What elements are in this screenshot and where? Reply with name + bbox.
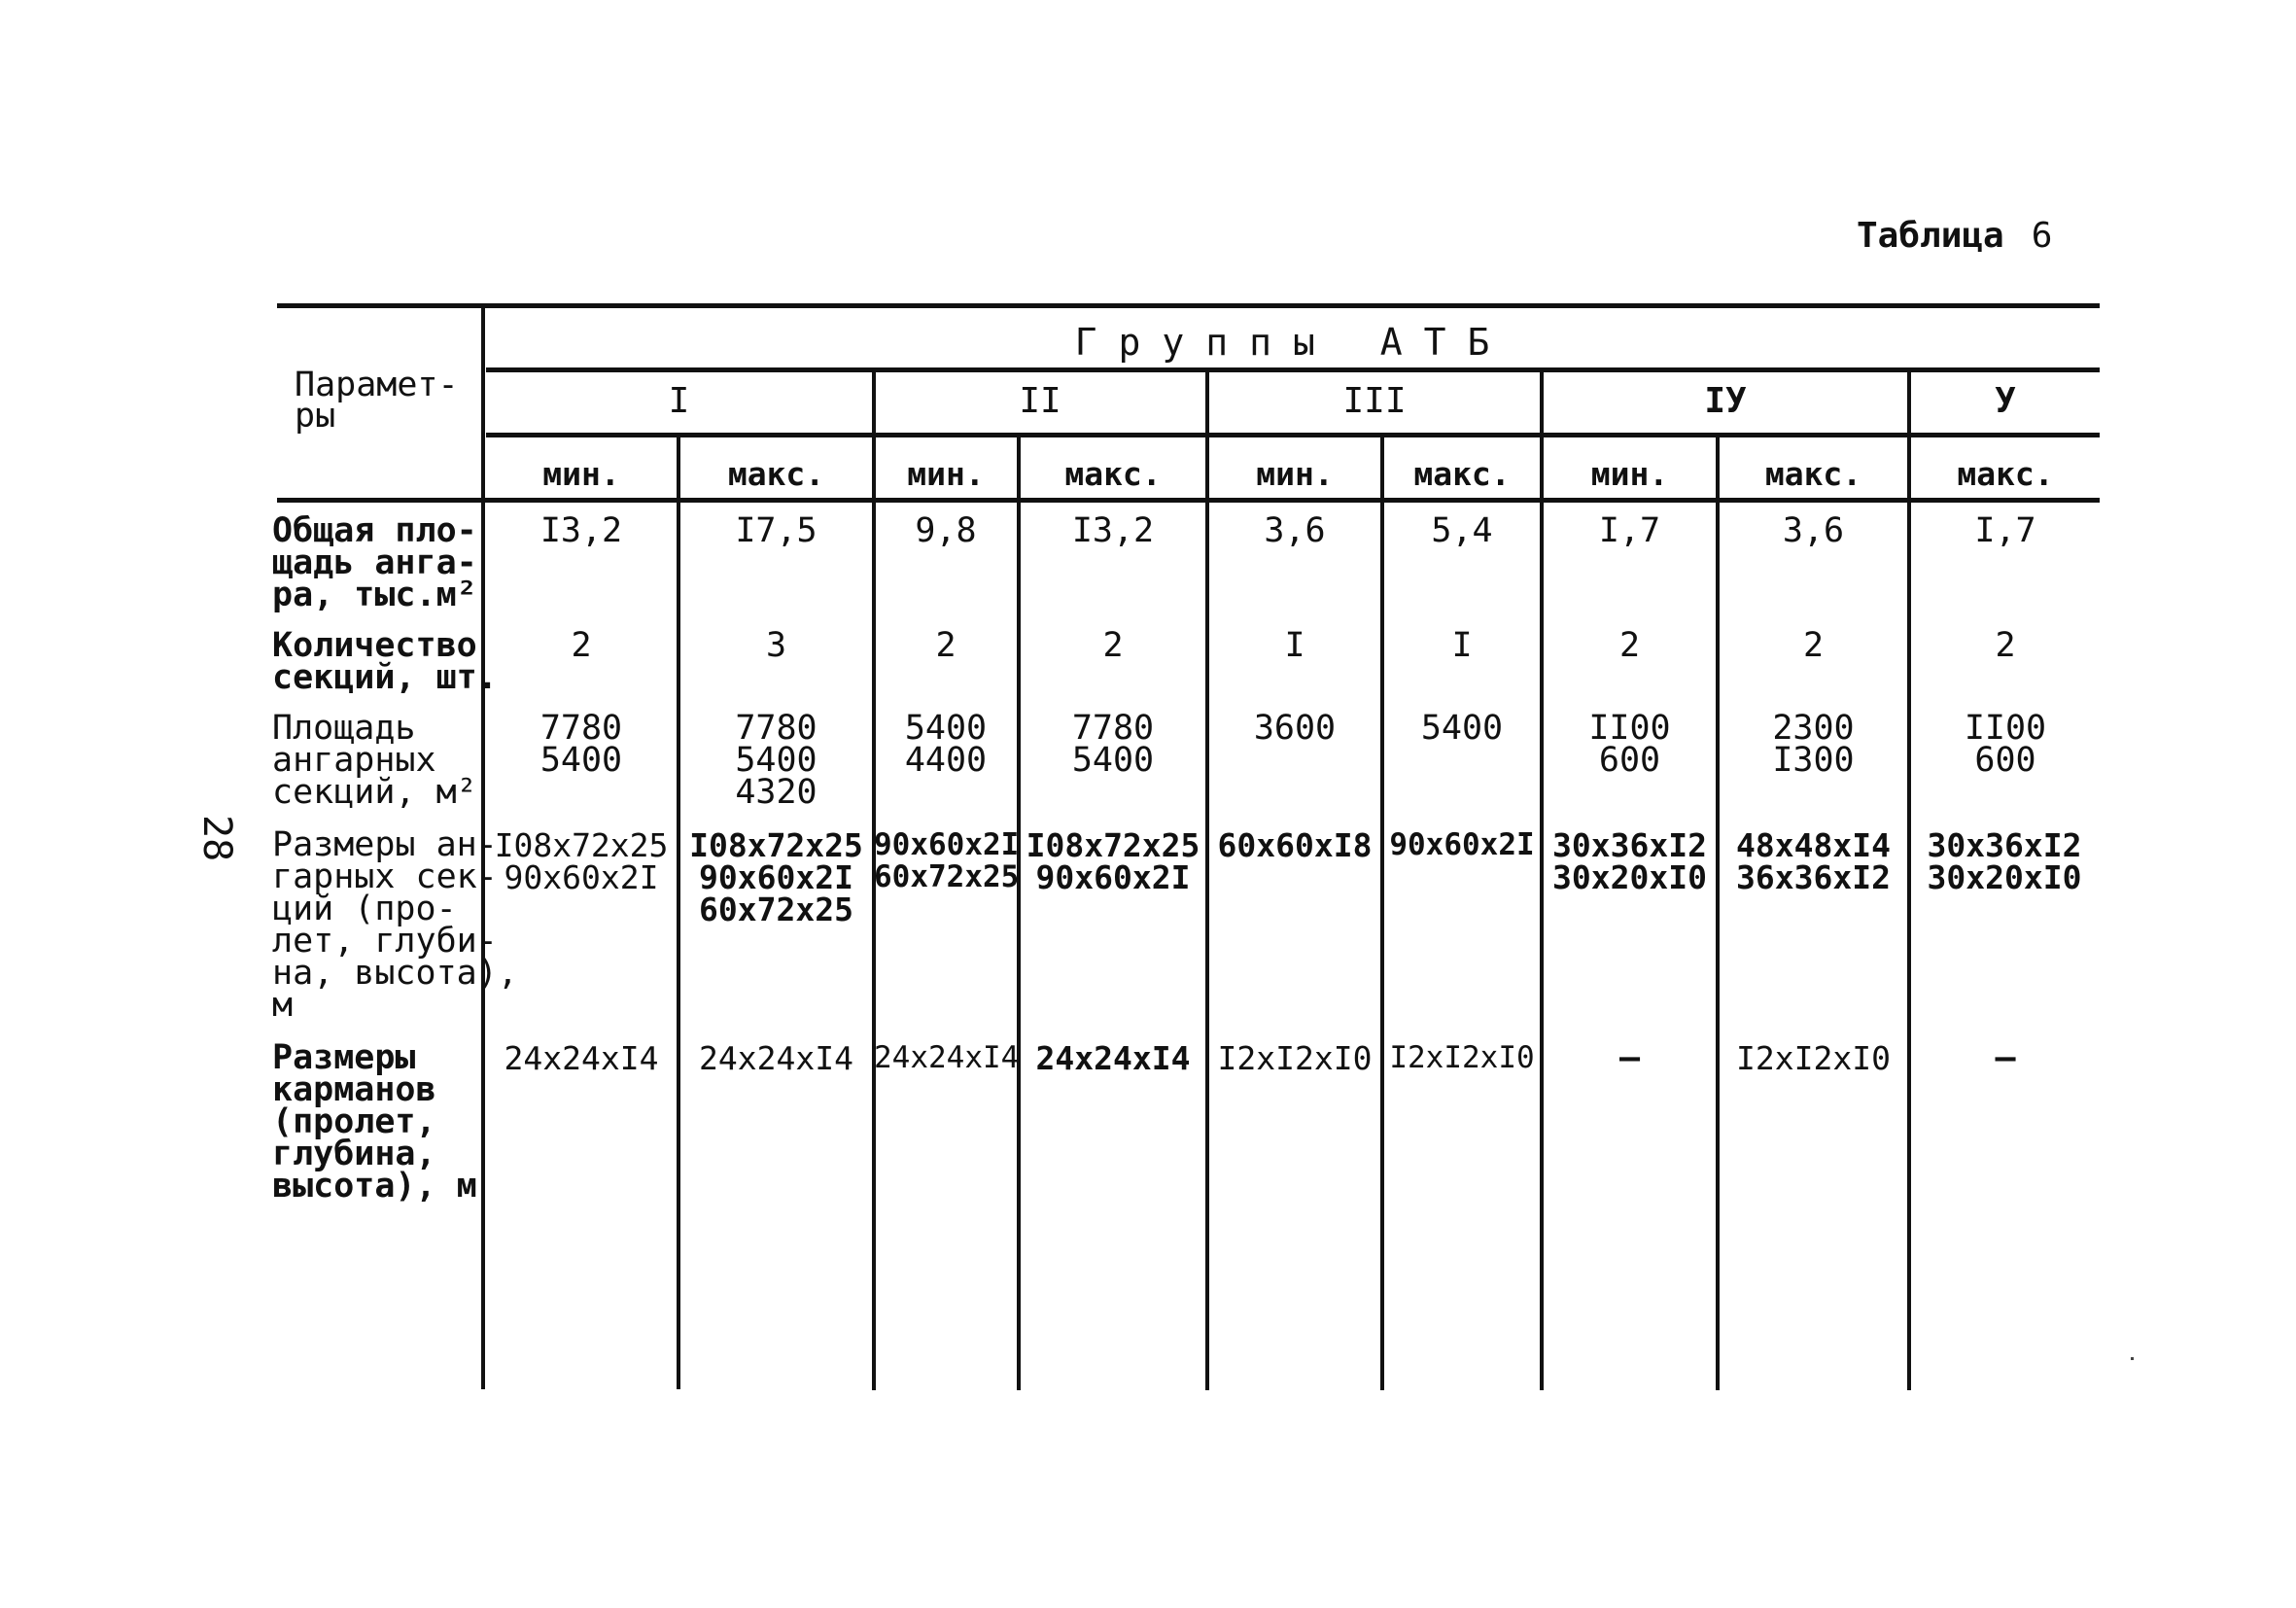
table-cell: 2 xyxy=(1995,626,2016,665)
table-cell: I,7 xyxy=(1974,511,2036,550)
table-cell: I2xI2xI0 xyxy=(1389,1040,1535,1075)
params-header: Парамет- ры xyxy=(295,366,459,436)
group-names-rule xyxy=(486,433,2100,437)
table-cell: 24x24xI4 xyxy=(504,1039,659,1077)
minmax-header: мин. xyxy=(1590,455,1669,493)
table-cell: 5400 xyxy=(1420,709,1504,748)
table-cell: 3,6 xyxy=(1782,511,1845,550)
minmax-header: макс. xyxy=(1764,455,1862,493)
table-cell: I08x72x25 90x60x2I 60x72x25 xyxy=(689,826,863,928)
table-cell: 2300 I300 xyxy=(1772,709,1855,780)
scan-speck xyxy=(2131,1357,2134,1360)
table-cell: 9,8 xyxy=(915,511,977,550)
table-cell: 60x60xI8 xyxy=(1217,826,1373,864)
table-cell: 3600 xyxy=(1253,709,1337,748)
table-cell: 24x24xI4 xyxy=(1035,1039,1191,1077)
header-bottom-rule xyxy=(277,498,2100,503)
table-cell: 24x24xI4 xyxy=(699,1039,853,1077)
table-cell: I7,5 xyxy=(735,511,818,550)
table-cell: 90x60x2I 60x72x25 xyxy=(874,827,1020,894)
table-cell: I2xI2xI0 xyxy=(1217,1039,1373,1077)
table-cell: 5,4 xyxy=(1431,511,1493,550)
minmax-header: макс. xyxy=(1064,455,1162,493)
table-cell: 2 xyxy=(1802,626,1825,665)
minmax-header: макс. xyxy=(1413,455,1511,493)
param-pocket-sizes: Размеры карманов (пролет, глубина, высота), м xyxy=(272,1038,477,1206)
table-cell: I08x72x25 90x60x2I xyxy=(494,826,669,896)
table-cell: 2 xyxy=(935,626,957,665)
param-section-sizes: Размеры ан- гарных сек- ций (про- лет, глуби- на, высота), м xyxy=(272,825,518,1025)
group-title-rule xyxy=(486,367,2100,372)
minmax-header: мин. xyxy=(1256,455,1334,493)
table-cell: I xyxy=(1451,626,1473,665)
table-cell: 2 xyxy=(1618,626,1641,665)
table-caption-label: Таблица xyxy=(1857,216,2004,256)
table-cell: 48x48xI4 36x36xI2 xyxy=(1736,826,1891,896)
column-divider xyxy=(1380,437,1384,1390)
table-cell: I3,2 xyxy=(539,511,623,550)
group-title: Группы АТБ xyxy=(1074,321,1512,364)
table-cell: 7780 5400 xyxy=(539,709,623,780)
table-cell: I08x72x25 90x60x2I xyxy=(1026,826,1200,896)
table-cell: 90x60x2I xyxy=(1389,827,1535,862)
table-caption-number: 6 xyxy=(2031,216,2053,256)
minmax-header: мин. xyxy=(542,455,620,493)
table-cell: II00 600 xyxy=(1588,709,1671,780)
table-cell: 5400 4400 xyxy=(904,709,988,780)
table-cell: II00 600 xyxy=(1964,709,2047,780)
column-divider xyxy=(1716,433,1720,1390)
group-header-1: I xyxy=(668,381,690,421)
group-header-3: III xyxy=(1342,381,1407,421)
group-header-4: IУ xyxy=(1704,381,1747,421)
group-header-5: У xyxy=(1995,381,2016,421)
table-cell: 24x24xI4 xyxy=(874,1040,1020,1075)
table-cell: – xyxy=(1995,1038,2016,1077)
table-cell: I xyxy=(1284,626,1305,665)
table-cell: 7780 5400 4320 xyxy=(735,709,818,812)
param-section-count: Количество секций, шт. xyxy=(272,626,498,697)
minmax-header: макс. xyxy=(1957,455,2054,493)
minmax-header: мин. xyxy=(907,455,985,493)
param-section-area: Площадь ангарных секций, м² xyxy=(272,709,477,812)
group-header-2: II xyxy=(1019,381,1061,421)
param-hangar-area: Общая пло- щадь анга- ра, тыс.м² xyxy=(272,511,477,614)
table-cell: 2 xyxy=(571,626,592,665)
column-divider xyxy=(1017,437,1021,1390)
table-cell: 7780 5400 xyxy=(1071,709,1155,780)
table-cell: 3,6 xyxy=(1264,511,1326,550)
table-cell: I,7 xyxy=(1598,511,1661,550)
table-cell: I3,2 xyxy=(1071,511,1155,550)
table-top-rule xyxy=(277,303,2100,308)
page-number: 28 xyxy=(194,815,239,862)
table-cell: 3 xyxy=(765,626,787,665)
minmax-header: макс. xyxy=(727,455,825,493)
table-cell: 30x36xI2 30x20xI0 xyxy=(1552,826,1707,896)
table-cell: 2 xyxy=(1102,626,1124,665)
table-cell: – xyxy=(1618,1038,1641,1077)
table-cell: I2xI2xI0 xyxy=(1736,1039,1891,1077)
table-caption xyxy=(1857,216,2052,256)
table-cell: 30x36xI2 30x20xI0 xyxy=(1927,826,2082,896)
